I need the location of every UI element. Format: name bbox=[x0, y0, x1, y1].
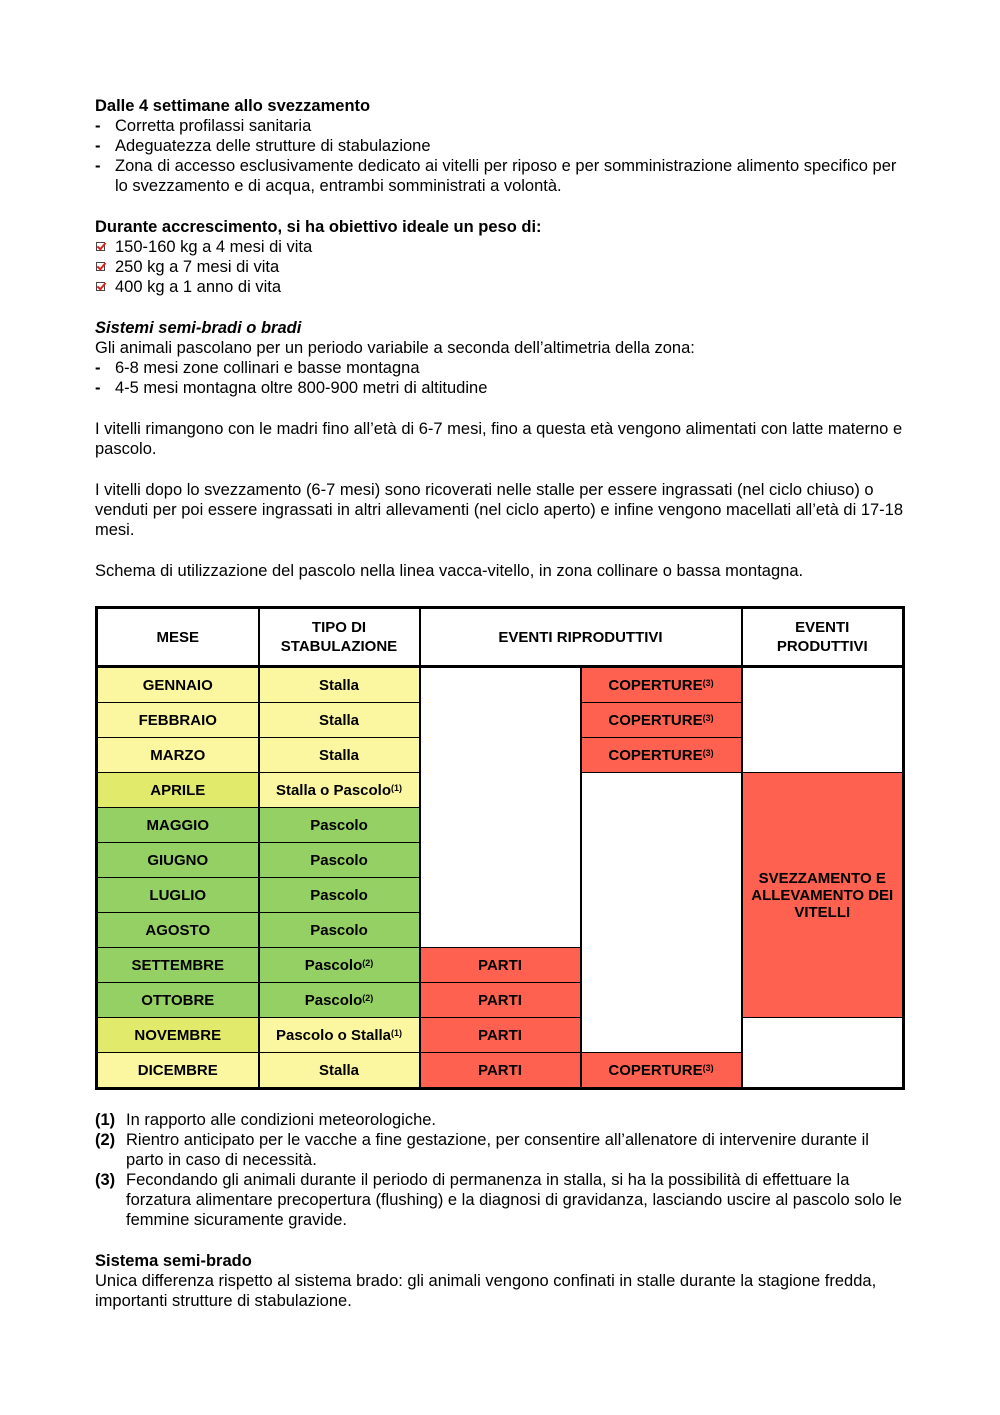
coperture-cell: COPERTURE$^{(3)}$ bbox=[581, 703, 742, 738]
pasture-schedule-table bbox=[95, 606, 905, 1090]
list-item: - 6-8 mesi zone collinari e basse montagna bbox=[95, 359, 420, 377]
header-mese: MESE bbox=[97, 608, 259, 667]
month-cell: FEBBRAIO bbox=[97, 703, 259, 738]
parti-cell: PARTI bbox=[420, 1018, 581, 1053]
footnote: (3) Fecondando gli animali durante il periodo di permanenza in stalla, si ha la possibilità di effettuare la forzatura alimentare precopertura (flushing) e la diagnosi di gravidanza, lasciando uscire al pascolo solo le femmine sicuramente gravide. bbox=[95, 1171, 902, 1229]
table-row bbox=[97, 667, 904, 703]
section-title: Sistemi semi-bradi o bradi bbox=[95, 319, 302, 337]
paragraph: Unica differenza rispetto al sistema brado: gli animali vengono confinati in stalle durante la stagione fredda, importanti strutture di stabulazione. bbox=[95, 1272, 877, 1310]
month-cell: MARZO bbox=[97, 738, 259, 773]
month-cell: OTTOBRE bbox=[97, 983, 259, 1018]
header-tipo: TIPO DI STABULAZIONE bbox=[259, 608, 420, 667]
paragraph: Schema di utilizzazione del pascolo nella linea vacca-vitello, in zona collinare o bassa montagna. bbox=[95, 562, 804, 580]
footnote: (1) In rapporto alle condizioni meteorologiche. bbox=[95, 1111, 437, 1129]
stabulation-cell: Pascolo$^{(2)}$ bbox=[259, 983, 420, 1018]
list-item: - Adeguatezza delle strutture di stabulazione bbox=[95, 137, 431, 155]
list-item: 150-160 kg a 4 mesi di vita bbox=[95, 237, 910, 257]
document-body bbox=[95, 96, 910, 581]
paragraph: Gli animali pascolano per un periodo variabile a seconda dell’altimetria della zona: bbox=[95, 339, 695, 357]
month-cell: SETTEMBRE bbox=[97, 948, 259, 983]
checkbox-icon bbox=[95, 237, 115, 257]
header-eventi-riproduttivi: EVENTI RIPRODUTTIVI bbox=[420, 608, 742, 667]
month-cell: DICEMBRE bbox=[97, 1053, 259, 1089]
stabulation-cell: Stalla o Pascolo$^{(1)}$ bbox=[259, 773, 420, 808]
produttivi-cell: SVEZZAMENTO E ALLEVAMENTO DEI VITELLI bbox=[742, 773, 904, 1018]
table-row bbox=[97, 1018, 904, 1053]
month-cell: NOVEMBRE bbox=[97, 1018, 259, 1053]
coperture-cell: COPERTURE$^{(3)}$ bbox=[581, 1053, 742, 1089]
produttivi-empty-cell bbox=[742, 1018, 904, 1089]
list-item: 250 kg a 7 mesi di vita bbox=[95, 257, 910, 277]
stabulation-cell: Stalla bbox=[259, 738, 420, 773]
parti-empty-cell bbox=[420, 667, 581, 948]
stabulation-cell: Pascolo bbox=[259, 878, 420, 913]
stabulation-cell: Pascolo o Stalla$^{(1)}$ bbox=[259, 1018, 420, 1053]
list-item: 400 kg a 1 anno di vita bbox=[95, 277, 910, 297]
checkbox-icon bbox=[95, 277, 115, 297]
paragraph: I vitelli dopo lo svezzamento (6-7 mesi) sono ricoverati nelle stalle per essere ingrassati (nel ciclo chiuso) o venduti per poi essere ingrassati in altri allevamenti (nel ciclo aperto) e infine vengono macellati all’età di 17-18 mesi. bbox=[95, 481, 904, 539]
section-title: Sistema semi-brado bbox=[95, 1252, 252, 1270]
list-item: - Zona di accesso esclusivamente dedicato ai vitelli per riposo e per somministrazione alimento specifico per lo svezzamento e di acqua, entrambi somministrati a volontà. bbox=[95, 157, 897, 195]
stabulation-cell: Stalla bbox=[259, 703, 420, 738]
checkbox-icon bbox=[95, 257, 115, 277]
month-cell: APRILE bbox=[97, 773, 259, 808]
coperture-cell: COPERTURE$^{(3)}$ bbox=[581, 667, 742, 703]
month-cell: AGOSTO bbox=[97, 913, 259, 948]
month-cell: GIUGNO bbox=[97, 843, 259, 878]
stabulation-cell: Pascolo bbox=[259, 913, 420, 948]
footnote: (2) Rientro anticipato per le vacche a fine gestazione, per consentire all’allenatore di intervenire durante il parto in caso di necessità. bbox=[95, 1131, 869, 1169]
paragraph: I vitelli rimangono con le madri fino all’età di 6-7 mesi, fino a questa età vengono alimentati con latte materno e pascolo. bbox=[95, 420, 903, 458]
stabulation-cell: Pascolo bbox=[259, 843, 420, 878]
month-cell: GENNAIO bbox=[97, 667, 259, 703]
footnotes bbox=[95, 1110, 910, 1311]
list-item: - 4-5 mesi montagna oltre 800-900 metri di altitudine bbox=[95, 379, 488, 397]
header-eventi-produttivi: EVENTI PRODUTTIVI bbox=[742, 608, 904, 667]
month-cell: MAGGIO bbox=[97, 808, 259, 843]
produttivi-empty-cell bbox=[742, 667, 904, 773]
parti-cell: PARTI bbox=[420, 1053, 581, 1089]
stabulation-cell: Stalla bbox=[259, 1053, 420, 1089]
stabulation-cell: Stalla bbox=[259, 667, 420, 703]
coperture-empty-cell bbox=[581, 773, 742, 1053]
parti-cell: PARTI bbox=[420, 983, 581, 1018]
list-item: - Corretta profilassi sanitaria bbox=[95, 117, 312, 135]
stabulation-cell: Pascolo bbox=[259, 808, 420, 843]
coperture-cell: COPERTURE$^{(3)}$ bbox=[581, 738, 742, 773]
section-title: Durante accrescimento, si ha obiettivo ideale un peso di: bbox=[95, 218, 542, 236]
section-title: Dalle 4 settimane allo svezzamento bbox=[95, 97, 371, 115]
stabulation-cell: Pascolo$^{(2)}$ bbox=[259, 948, 420, 983]
parti-cell: PARTI bbox=[420, 948, 581, 983]
month-cell: LUGLIO bbox=[97, 878, 259, 913]
